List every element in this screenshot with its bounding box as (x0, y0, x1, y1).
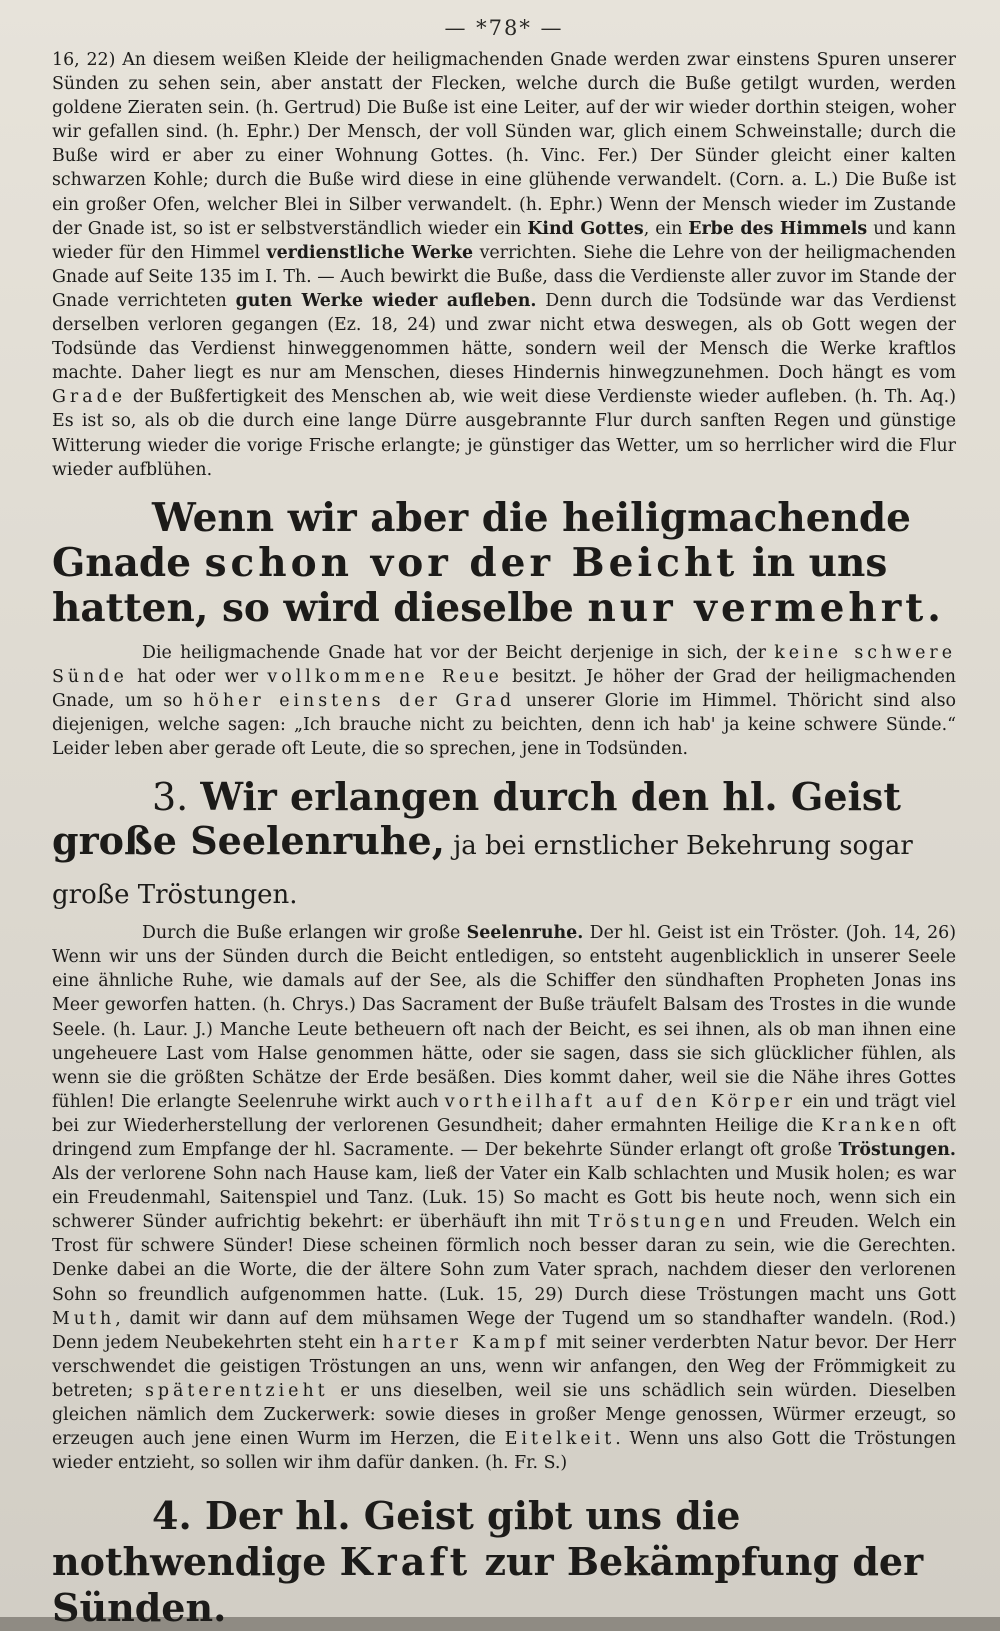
paragraph-penance-grace (52, 48, 956, 482)
text-segment: 16, 22) An diesem weißen Kleide der heiligmachenden Gnade werden zwar einstens Spuren unserer Sünden zu sehen sein, aber anstatt der Flecken, welche durch die Buße getilgt wurden, werden goldene Zieraten sein. (h. Gertrud) Die Buße ist eine Leiter, auf der wir wieder dorthin steigen, woher wir gefallen sind. (h. Ephr.) Der Mensch, der voll Sünden war, glich einem Schweinstalle; durch die Buße wird er aber zu einer Wohnung Gottes. (h. Vinc. Fer.) Der Sünder gleicht einer kalten schwarzen Kohle; durch die Buße wird diese in eine glühende verwandelt. (Corn. a. L.) Die Buße ist ein großer Ofen, welcher Blei in Silber verwandelt. (h. Ephr.) Wenn der Mensch wieder im Zustande der Gnade ist, so ist er selbstverständlich wieder ein (52, 50, 956, 239)
text-segment: verrichten. Siehe die Lehre von der heiligmachenden Gnade auf Seite 135 im I. Th. — Auch bewirkt die Buße, dass die Verdienste aller zuvor im Stande der Gnade verrichteten (52, 242, 956, 311)
bold-term-verdienstliche-werke: verdienstliche Werke (266, 242, 474, 263)
bold-term-seelenruhe: Seelenruhe. (466, 923, 584, 944)
heading-title: Der hl. Geist gibt uns die nothwendige (52, 1493, 741, 1585)
spaced-term: vollkommene Reue (267, 666, 503, 687)
spaced-term: Kranken (821, 1115, 925, 1136)
text-segment: Durch die Buße erlangen wir große (142, 923, 467, 944)
paragraph-peace-of-soul (52, 921, 956, 1475)
page-number: — *78* — (444, 16, 564, 40)
spaced-term: Eitelkeit (504, 1429, 616, 1450)
text-segment: , damit wir dann auf dem mühsamen Wege der Tugend um so standhafter wandeln. (Rod.) Denn jedem Neubekehrten steht ein (52, 1308, 956, 1353)
text-segment: Denn durch die Todsünde war das Verdienst derselben verloren gegangen (Ez. 18, 24) und zwar nicht etwa deswegen, als ob Gott wegen der Todsünde das Verdienst hinweggenommen hätte, sondern weil der Mensch die Werke kraftlos machte. Daher liegt es nur am Menschen, dieses Hindernis hinwegzunehmen. Doch hängt es vom (52, 290, 956, 384)
text-segment: . Wenn uns also Gott die Tröstungen wieder entzieht, so sollen wir ihm dafür danken. (h. Fr. S.) (52, 1429, 956, 1474)
spaced-term: keine schwere Sünde (52, 642, 957, 687)
bold-term-troestungen: Tröstungen. (838, 1140, 956, 1160)
heading-title: Wir erlangen durch den hl. Geist große Seelenruhe, (52, 774, 901, 864)
text-segment: besitzt. Je höher der Grad der heiligmachenden Gnade, um so (52, 666, 956, 711)
spaced-term: späterentzieht (144, 1380, 329, 1401)
text-segment: unserer Glorie im Himmel. Thöricht sind also diejenigen, welche sagen: „Ich brauche nicht zu beichten, denn ich hab' ja keine schwere Sünde.“ Leider leben aber gerade oft Leute, die so sprechen, jene in Todsünden. (52, 690, 956, 760)
section-heading-3 (52, 775, 956, 917)
spaced-term: vortheilhaft auf den Körper (444, 1091, 796, 1112)
heading-spaced-text: Kraft (339, 1539, 472, 1585)
text-segment: er uns dieselben, weil sie uns schädlich sein würden. Dieselben gleichen nämlich dem Zuckerwerk: sowie dieses in großer Menge genossen, Würmer erzeugt, so erzeugen auch jene einen Wurm im Herzen, die (52, 1380, 956, 1450)
heading-number: 4. (152, 1493, 205, 1539)
text-segment: mit seiner verderbten Natur bevor. Der Herr verschwendet die geistigen Tröstungen an uns, wenn wir anfangen, den Weg der Frömmigkeit zu betreten; (52, 1332, 956, 1401)
text-segment: Der hl. Geist ist ein Tröster. (Joh. 14, 26) Wenn wir uns der Sünden durch die Beicht entledigen, so entsteht augenblicklich in unserer Seele eine ähnliche Ruhe, wie damals auf der See, als die Schiffer den sündhaften Propheten Jonas ins Meer geworfen hatten. (h. Chrys.) Das Sacrament der Buße träufelt Balsam des Trostes in die wunde Seele. (h. Laur. J.) Manche Leute betheuern oft nach der Beicht, es sei ihnen, als ob man ihnen eine ungeheuere Last vom Halse genommen hätte, oder sie sagen, dass sie sich glücklicher fühlen, als wenn sie die größten Schätze der Erde besäßen. Dies kommt daher, weil sie die Nähe ihres Gottes fühlen! Die erlangte Seelenruhe wirkt auch (52, 923, 956, 1112)
spaced-term: höher einstens der Grad (193, 690, 516, 711)
text-segment: und kann wieder für den Himmel (52, 218, 957, 263)
spaced-term: Muth (52, 1308, 116, 1329)
spaced-term: Tröstungen (587, 1212, 730, 1233)
bold-term-gute-werke: guten Werke wieder aufleben. (235, 290, 537, 311)
spaced-term-grade: Grade (52, 387, 126, 408)
bold-term-erbe-des-himmels: Erbe des Himmels (688, 218, 868, 239)
heading-spaced-text: nur vermehrt. (587, 584, 945, 631)
text-segment: , ein (643, 218, 689, 239)
section-heading-grace-increased (52, 496, 956, 631)
text-segment: der Bußfertigkeit des Menschen ab, wie weit diese Verdienste wieder aufleben. (h. Th. Aq.) Es ist so, als ob die durch eine lange Dürre ausgebrannte Flur durch sanften Regen und günstige Witterung wieder die vorige Frische erlangte; je günstiger das Wetter, um so herrlicher wird die Flur wieder aufblühen. (52, 387, 956, 480)
text-segment: und Freuden. Welch ein Trost für schwere Sünder! Diese scheinen förmlich noch besser daran zu sein, wie die Gerechten. Denke dabei an die Worte, die der ältere Sohn zum Vater sprach, nachdem dieser den verlorenen Sohn so freundlich aufgenommen hatte. (Luk. 15, 29) Durch diese Tröstungen macht uns Gott (52, 1212, 956, 1305)
spaced-term: harter Kampf (382, 1332, 550, 1353)
text-segment: ein und trägt viel bei zur Wiederherstellung der verlorenen Gesundheit; daher ermahnten Heilige die (52, 1091, 956, 1136)
bold-term-kind-gottes: Kind Gottes (527, 218, 644, 239)
heading-spaced-text: schon vor der Beicht (204, 539, 739, 586)
text-segment: hat oder wer (127, 666, 268, 687)
heading-number: 3. (152, 775, 201, 820)
heading-title: zur Bekämpfung der Sünden. (52, 1539, 924, 1631)
section-heading-4 (52, 1493, 956, 1631)
heading-text: Wenn wir aber die heiligmachende Gnade (52, 494, 911, 586)
paragraph-sanctifying-grace (52, 641, 956, 761)
heading-continuation: ja bei ernstlicher Bekehrung sogar große Tröstungen. (52, 831, 913, 911)
heading-text: in uns hatten, so wird dieselbe (52, 539, 888, 631)
text-segment: Als der verlorene Sohn nach Hause kam, ließ der Vater ein Kalb schlachten und Musik holen; es war ein Freudenmahl, Saitenspiel und Tanz. (Luk. 15) So macht es Gott bis heute noch, wenn sich ein schwerer Sünder aufrichtig bekehrt: er überhäuft ihn mit (52, 1164, 956, 1233)
text-segment: oft dringend zum Empfange der hl. Sacramente. — Der bekehrte Sünder erlangt oft große (52, 1115, 956, 1160)
text-segment: Die heiligmachende Gnade hat vor der Beicht derjenige in sich, der (142, 642, 775, 663)
